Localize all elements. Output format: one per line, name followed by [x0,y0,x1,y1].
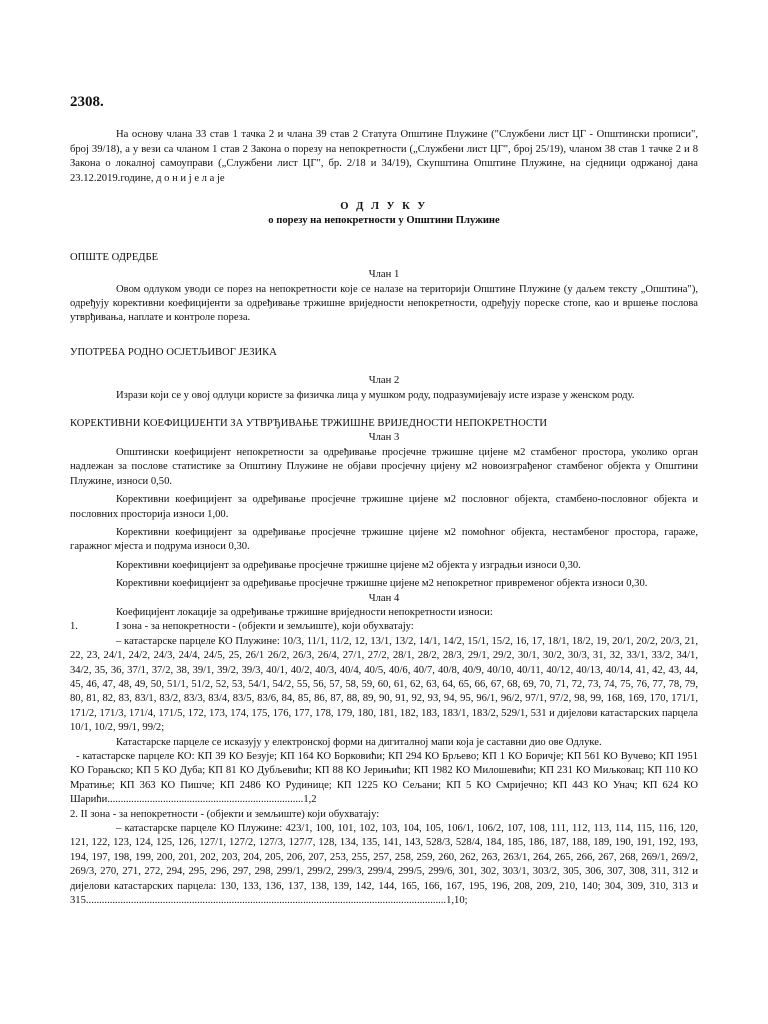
zone-1-coefficient: 1,2 [303,794,317,806]
article-3-paragraph-4: Корективни коефицијент за одређивање просјечне тржишне цијене м2 објекта у изградњи износи 0,30. [116,559,581,571]
article-2-text: Изрази који се у овој одлуци користе за физичка лица у мушком роду, подразумијевају исте изразе у женском роду. [116,389,635,401]
zone-1-leader: .......................................................................... [107,794,304,806]
section-heading-general: ОПШТЕ ОДРЕДБЕ [70,251,159,263]
document-number: 2308. [70,94,104,110]
zone-2-parcels: – катастарске парцеле КО Плужине: 423/1, 100, 101, 102, 103, 104, 105, 106/1, 106/2, 107, 108, 111, 112, 113, 114, 115, 116, 120, 121, 122, 123, 124, 125, 126, 127/1, 127/2, 127/3, 127/7, 128, 134, 135, 141, 143, 528/3, 528/4, 184, 185, 186, 187, 188, 189, 190, 191, 192, 193, 194, 197, 198, 199, 200, 201, 202, 203, 204, 205, 206, 207, 253, 255, 257, 258, 259, 260, 262, 263, 263/1, 264, 265, 266, 267, 268, 269/1, 269/2, 269/3, 270, 271, 272, 294, 295, 296, 297, 298, 299/1, 299/2, 299/3, 299/4, 299/5, 299/6, 301, 302, 303/1, 303/2, 305, 306, 307, 308, 311, 312 и дијелови катастарских парцела: 130, 133, 136, 137, 138, 139, 142, 144, 165, 166, 167, 195, 196, 208, 209, 210, 140; 304, 309, 310, 313 и 315 [70,823,698,907]
section-heading-coefficients: КОРЕКТИВНИ КОЕФИЦИЈЕНТИ ЗА УТВРЂИВАЊЕ ТРЖИШНЕ ВРИЈЕДНОСТИ НЕПОКРЕТНОСТИ [70,418,548,430]
article-3-heading: Члан 3 [368,432,400,444]
zone-2-parcels-block [70,822,698,908]
zone-1-extra-text: - катастарске парцеле КО: КП 39 КО Безује; КП 164 КО Борковићи; КП 294 КО Брљево; КП 1 КО Боричје; КП 561 КО Вучево; КП 1951 КО Горањско; КП 5 КО Дуба; КП 81 КО Дубљевићи; КП 88 КО Јерињићи; КП 1982 КО Милошевићи; КП 231 КО Миљковац; КП 110 КО Мратиње; КП 363 КО Пишче; КП 2486 КО Рудинице; КП 1225 КО Сељани; КП 5 КО Смријечно; КП 443 КО Унач; КП 624 КО Шарићи [70,751,698,806]
decision-title: О Д Л У К У [340,201,428,213]
article-4-heading: Члан 4 [368,592,400,604]
article-3-paragraph-2: Корективни коефицијент за одређивање просјечне тржишне цијене м2 пословног објекта, стамбено-пословног објекта и пословних просторија износи 1,00. [70,494,698,520]
zone-2-label: 2. II зона - за непокретности - (објекти и земљиште) који обухватају: [70,808,380,820]
document-body [70,92,698,908]
article-1-text: Овом одлуком уводи се порез на непокретности које се налазе на територији Општине Плужине (у даљем тексту „Општина"), одређују корективни коефицијенти за одређивање тржишне вриједности непокретности, одређују пореске стопе, као и вршење послова утврђивања, наплате и контроле пореза. [70,283,698,324]
zone-1-extra [70,750,698,808]
zone-2-coefficient: 1,10; [446,895,468,907]
section-heading-gender-language: УПОТРЕБА РОДНО ОСЈЕТЉИВОГ ЈЕЗИКА [70,346,277,358]
article-1-heading: Члан 1 [368,269,400,281]
zone-2-leader: ........................................................................................................................................ [85,895,447,907]
zone-1-number: 1. [70,621,78,633]
decision-subtitle: о порезу на непокретности у Општини Плужине [268,215,500,227]
zone-1-item [70,620,698,634]
zone-1-parcels: – катастарске парцеле КО Плужине: 10/3, 11/1, 11/2, 12, 13/1, 13/2, 14/1, 14/2, 15/1, 15/2, 16, 17, 18/1, 18/2, 19, 20/1, 20/2, 20/3, 21, 22, 23, 24/1, 24/2, 24/3, 24/4, 24/5, 25, 26/1 26/2, 26/3, 26/4, 27/1, 27/2, 28/1, 28/2, 28/3, 29/1, 29/2, 30/1, 30/2, 30/3, 31, 32, 33/1, 33/2, 34/1, 34/2, 35, 36, 37/1, 37/2, 38, 39/1, 39/2, 39/3, 40/1, 40/2, 40/3, 40/4, 40/5, 40/6, 40/7, 40/8, 40/9, 40/10, 40/11, 40/12, 40/13, 40/14, 41, 42, 43, 44, 45, 46, 47, 48, 49, 50, 51/1, 51/2, 52, 53, 54/1, 54/2, 55, 56, 57, 58, 59, 60, 61, 62, 63, 64, 65, 66, 67, 68, 69, 70, 71, 72, 73, 74, 75, 76, 77, 78, 79, 80, 81, 82, 83, 83/1, 83/2, 83/3, 83/4, 83/5, 83/6, 84, 85, 86, 87, 88, 89, 90, 91, 92, 93, 94, 95, 96/1, 96/2, 97/1, 97/2, 98, 99, 168, 169, 170, 171/1, 171/2, 171/3, 171/4, 171/5, 172, 173, 174, 175, 176, 177, 178, 179, 180, 181, 182, 183, 183/1, 183/2, 529/1, 531 и дијелови катастарских парцела 10/1, 10/2, 99/1, 99/2; [70,635,698,734]
article-3-paragraph-3: Корективни коефицијент за одређивање просјечне тржишне цијене м2 помоћног објекта, нестамбеног простора, гараже, гаражног мјеста и подрума износи 0,30. [70,526,698,553]
zone-1-note: Катастарске парцеле се исказују у електронској форми на дигиталној мапи која је саставни дио ове Одлуке. [116,736,602,748]
article-2-heading: Члан 2 [368,375,400,387]
preamble: На основу члана 33 став 1 тачка 2 и члана 39 став 2 Статута Општине Плужине ("Службени лист ЦГ - Општински прописи", број 39/18), а у вези са чланом 1 став 2 Закона о порезу на непокретности („Службени лист ЦГ", број 25/19), чланом 38 став 1 тачке 2 и 8 Закона о локалној самоуправи („Службени лист ЦГ", бр. 2/18 и 34/19), Скупштина Општине Плужине, на сједници одржаној дана 23.12.2019.године, д о н и ј е л а је [70,129,698,184]
article-3-paragraph-1: Општински коефицијент непокретности за одређивање просјечне тржишне цијене м2 стамбеног простора, уколико орган надлежан за послове статистике за Општину Плужине не објави просјечну цијену м2 новоизграђеног стамбеног објекта у Општини Плужине, износи 0,50. [70,446,698,487]
article-3-paragraph-5: Корективни коефицијент за одређивање просјечне тржишне цијене м2 непокретног привременог објекта износи 0,30. [116,578,648,590]
article-4-intro: Коефицијент локације за одређивање тржишне вриједности непокретности износи: [116,606,493,618]
zone-1-label: I зона - за непокретности - (објекти и земљиште), који обухватају: [116,621,414,633]
